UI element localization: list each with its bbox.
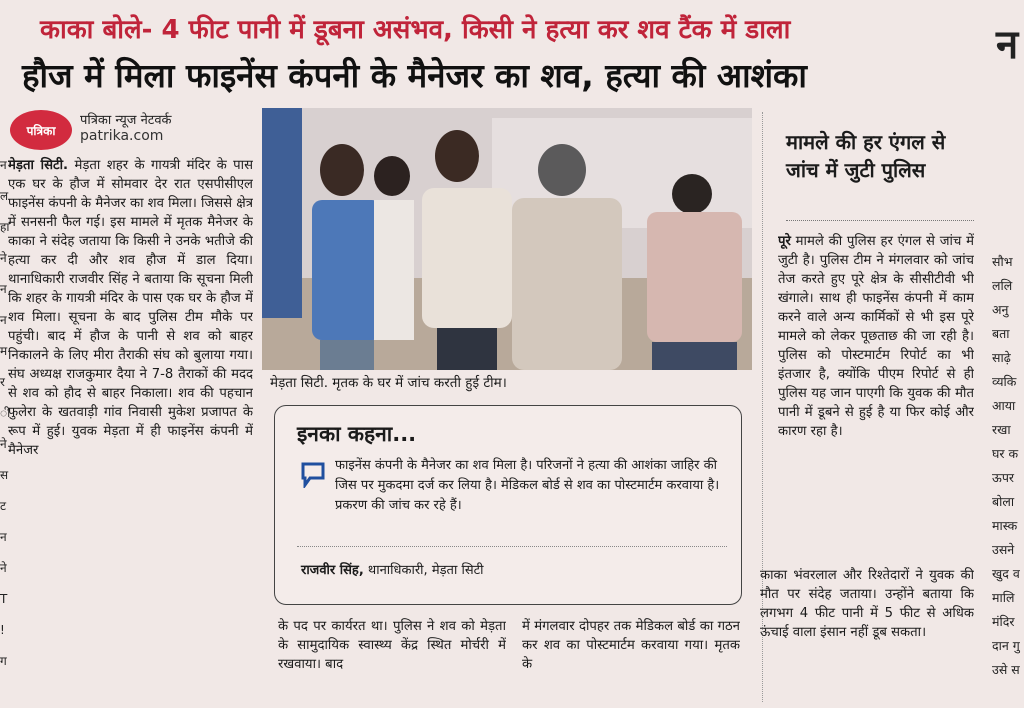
photo-illustration bbox=[262, 108, 752, 370]
news-photo bbox=[262, 108, 752, 370]
patrika-logo bbox=[10, 110, 72, 150]
right-edge-fragment: मास्क bbox=[992, 518, 1018, 533]
right-edge-fragment: उसने bbox=[992, 542, 1015, 557]
right-edge-fragment: मंदिर bbox=[992, 614, 1015, 629]
left-edge-fragment: ने bbox=[0, 437, 7, 451]
left-edge-fragment: ! bbox=[0, 623, 5, 637]
photo-caption: मेड़ता सिटी. मृतक के घर में जांच करती हुई टीम। bbox=[270, 375, 507, 391]
right-edge-fragment: ललि bbox=[992, 278, 1013, 293]
left-edge-fragment: ग bbox=[0, 654, 7, 668]
article-column-1 bbox=[8, 156, 253, 704]
left-edge-fragment: हा bbox=[0, 220, 10, 234]
sidebar-lead: पूरे bbox=[778, 234, 791, 249]
article-column-3: में मंगलवार दोपहर तक मेडिकल बोर्ड का गठन कर शव का पोस्टमार्टम करवाया गया। मृतक के bbox=[522, 619, 740, 672]
left-edge-fragment: ने bbox=[0, 561, 7, 575]
quote-divider bbox=[297, 546, 727, 547]
left-edge-fragment: ने bbox=[0, 251, 7, 265]
sidebar-heading: मामले की हर एंगल से जांच में जुटी पुलिस bbox=[786, 130, 946, 182]
right-edge-fragment: खुद व bbox=[992, 566, 1020, 581]
right-edge-fragment: अनु bbox=[992, 302, 1009, 317]
left-edge-fragment: न bbox=[0, 530, 7, 544]
article-column-4: काका भंवरलाल और रिश्तेदारों ने युवक की मौत पर संदेह जताया। उन्होंने बताया कि लगभग 4 फीट पानी में 5 फीट से अधिक ऊंचाई वाला इंसान नहीं डूब सकता। bbox=[760, 568, 974, 640]
sidebar-heading-rule bbox=[786, 220, 974, 221]
quote-source-title: थानाधिकारी, मेड़ता सिटी bbox=[363, 563, 484, 578]
right-edge-fragment: बता bbox=[992, 326, 1010, 341]
quote-box bbox=[274, 405, 742, 605]
left-edge-fragment: र bbox=[0, 375, 5, 389]
right-edge-fragment: आया bbox=[992, 398, 1016, 413]
right-edge-fragment: मालि bbox=[992, 590, 1015, 605]
byline-network: पत्रिका न्यूज नेटवर्क bbox=[80, 113, 172, 128]
left-edge-fragment: न bbox=[0, 282, 7, 296]
left-edge-fragment: T bbox=[0, 592, 8, 606]
right-edge-fragment: सौभ bbox=[992, 254, 1013, 269]
left-edge-fragment: न bbox=[0, 158, 7, 172]
right-edge-fragment: घर क bbox=[992, 446, 1019, 461]
subheadline: काका बोले- 4 फीट पानी में डूबना असंभव, किसी ने हत्या कर शव टैंक में डाला bbox=[40, 15, 791, 45]
column-1-text: मेड़ता शहर के गायत्री मंदिर के पास एक घर के हौज में सोमवार देर रात एसपीसीएल फाइनेंस कंपनी के मैनेजर का शव मिला। जिससे क्षेत्र में सनसनी फैल गई। इस मामले में मृतक मैनेजर के काका ने संदेह जताया कि किसी ने उनके भतीजे की हत्या कर दी और शव हौज में डाल दिया। थानाधिकारी राजवीर सिंह ने बताया कि सूचना मिली कि शहर के गायत्री मंदिर के पास एक घर के हौज में शव मिला। सूचना के बाद पुलिस टीम मौके पर पहुंची। बाद में हौज के पानी से शव को बाहर निकालने के लिए मीरा तैराकी संघ को बुलाया गया। संघ अध्यक्ष राजकुमार दैया ने 7-8 तैराकों की मदद से शव को हौद से बाहर निकाला। शव की पहचान फुलेरा के खतवाड़ी गांव निवासी मुकेश प्रजापत के रूप में हुई। युवक मेड़ता में ही फाइनेंस कंपनी में मैनेजर bbox=[8, 158, 253, 458]
right-edge-big-letter: न bbox=[996, 22, 1019, 68]
headline: हौज में मिला फाइनेंस कंपनी के मैनेजर का शव, हत्या की आशंका bbox=[22, 56, 807, 95]
sidebar-body bbox=[778, 232, 974, 562]
left-edge-fragment: ट bbox=[0, 499, 7, 513]
right-edge-fragment: व्यकि bbox=[992, 374, 1017, 389]
right-edge-column bbox=[988, 0, 1024, 708]
right-edge-fragment: उसे स bbox=[992, 662, 1020, 677]
right-edge-fragment: साढ़े bbox=[992, 350, 1011, 365]
byline-site: patrika.com bbox=[80, 128, 164, 144]
quote-source bbox=[301, 560, 484, 578]
left-edge-fragment: स bbox=[0, 468, 9, 482]
speech-bubble-icon bbox=[301, 462, 325, 488]
right-edge-fragment: ऊपर bbox=[992, 470, 1015, 485]
quote-text: फाइनेंस कंपनी के मैनेजर का शव मिला है। परिजनों ने हत्या की आशंका जाहिर की जिस पर मुकदमा दर्ज कर लिया है। मेडिकल बोर्ड से शव का पोस्टमार्टम करवाया है। प्रकरण की जांच कर रहे हैं। bbox=[335, 458, 720, 513]
quote-source-name: राजवीर सिंह, bbox=[301, 563, 364, 578]
article-column-2: के पद पर कार्यरत था। पुलिस ने शव को मेड़ता के सामुदायिक स्वास्थ्य केंद्र स्थित मोर्चरी में रखवाया। बाद bbox=[278, 619, 506, 672]
logo-text: पत्रिका bbox=[26, 123, 56, 138]
right-edge-fragment: रखा bbox=[992, 422, 1011, 437]
left-edge-fragment: ल bbox=[0, 189, 9, 203]
right-edge-fragments bbox=[992, 250, 1020, 682]
right-edge-fragment: दान गु bbox=[992, 638, 1020, 653]
quote-heading: इनका कहना... bbox=[297, 422, 417, 446]
left-edge-fragment: न bbox=[0, 313, 7, 327]
right-edge-fragment: बोला bbox=[992, 494, 1015, 509]
dateline: मेड़ता सिटी. bbox=[8, 158, 69, 173]
left-edge-fragment: म bbox=[0, 344, 8, 358]
left-edge-fragment: ी bbox=[0, 406, 10, 420]
sidebar-text: मामले की पुलिस हर एंगल से जांच में जुटी है। पुलिस टीम ने मंगलवार को जांच तेज करते हुए पूरे क्षेत्र के सीसीटीवी भी खंगाले। साथ ही फाइनेंस कंपनी में काम करने वाले अन्य कार्मिकों से भी इस पूरे मामले को लेकर पूछताछ की जा रही है। पुलिस को पोस्टमार्टम रिपोर्ट का भी इंतजार है, क्योंकि पीएम रिपोर्ट से ही पुलिस यह जान पाएगी कि युवक की मौत पानी में डूबने से हुई है या फिर कोई और कारण रहा है। bbox=[778, 234, 974, 439]
